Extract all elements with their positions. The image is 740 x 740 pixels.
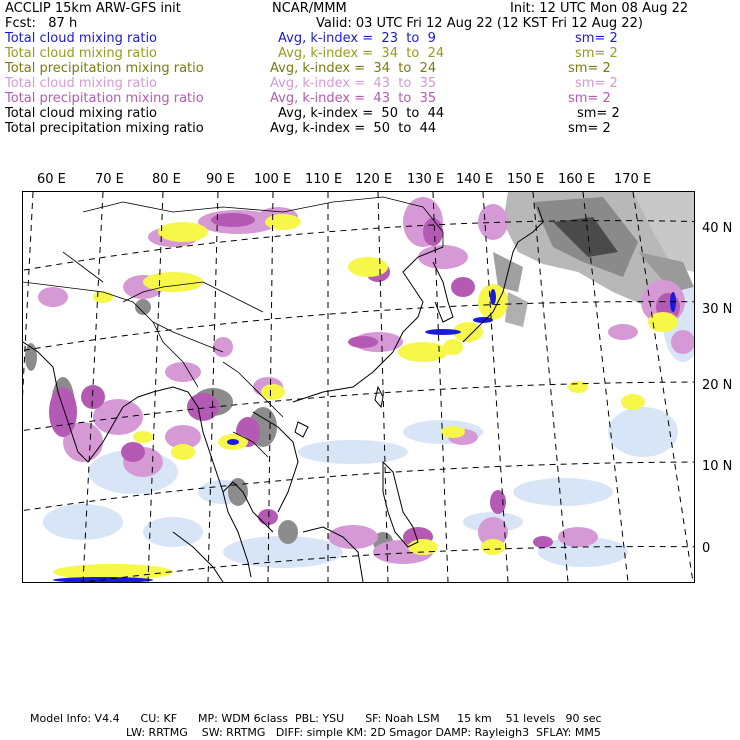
legend-to-word: to	[406, 106, 420, 121]
legend-k-from: 34	[373, 61, 390, 76]
legend-k-to: 44	[419, 121, 437, 136]
forecast-value: 87 h	[48, 16, 78, 31]
longitude-label: 100 E	[254, 172, 292, 187]
legend-k-from: 43	[373, 91, 390, 106]
country-borders	[23, 197, 443, 457]
latitude-label: 30 N	[702, 302, 733, 317]
legend-avg-range	[278, 106, 444, 121]
longitude-label: 140 E	[456, 172, 494, 187]
latitude-label: 10 N	[702, 459, 733, 474]
legend-to-word: to	[398, 76, 412, 91]
map-svg	[23, 192, 694, 582]
legend-k-from: 34	[381, 46, 398, 61]
legend-to-word: to	[398, 121, 412, 136]
longitude-label: 120 E	[355, 172, 393, 187]
legend-to-word: to	[398, 91, 412, 106]
legend-k-from: 50	[373, 121, 390, 136]
legend-avg-label: Avg, k-index =	[278, 46, 374, 61]
legend-field-name: Total cloud mixing ratio	[5, 31, 158, 46]
legend-avg-range	[270, 121, 436, 136]
latitude-label: 20 N	[702, 378, 733, 393]
legend-smoothing: sm= 2	[568, 91, 611, 106]
forecast-hours	[5, 16, 77, 31]
longitude-label: 80 E	[152, 172, 181, 187]
forecast-label: Fcst:	[5, 16, 36, 31]
legend-avg-range	[278, 31, 436, 46]
map-panel	[22, 191, 695, 583]
legend-avg-label: Avg, k-index =	[278, 31, 374, 46]
legend-field-name: Total cloud mixing ratio	[5, 76, 158, 91]
legend-k-from: 23	[381, 31, 398, 46]
legend-k-to: 35	[419, 91, 437, 106]
legend-smoothing: sm= 2	[575, 46, 618, 61]
longitude-label: 170 E	[614, 172, 652, 187]
legend-k-from: 50	[381, 106, 398, 121]
light-blue-cloud-shading	[43, 282, 694, 568]
legend-avg-range	[270, 76, 436, 91]
legend-field-name: Total precipitation mixing ratio	[5, 121, 204, 136]
legend-field-name: Total cloud mixing ratio	[5, 106, 158, 121]
legend-k-to: 24	[427, 46, 445, 61]
legend-to-word: to	[406, 46, 420, 61]
legend-k-to: 35	[419, 76, 437, 91]
valid-time: Valid: 03 UTC Fri 12 Aug 22 (12 KST Fri 12 Aug 22)	[316, 16, 643, 31]
organization-label: NCAR/MMM	[272, 1, 347, 16]
model-title: ACCLIP 15km ARW-GFS init	[5, 1, 181, 16]
legend-avg-label: Avg, k-index =	[270, 61, 366, 76]
legend-smoothing: sm= 2	[577, 106, 620, 121]
longitude-label: 160 E	[558, 172, 596, 187]
legend-avg-range	[270, 91, 436, 106]
longitude-label: 60 E	[37, 172, 66, 187]
legend-field-name: Total cloud mixing ratio	[5, 46, 158, 61]
longitude-label: 90 E	[206, 172, 235, 187]
longitude-label: 110 E	[305, 172, 343, 187]
init-time: Init: 12 UTC Mon 08 Aug 22	[510, 1, 689, 16]
legend-avg-range	[270, 61, 436, 76]
legend-field-name: Total precipitation mixing ratio	[5, 61, 204, 76]
longitude-label: 70 E	[95, 172, 124, 187]
latitude-label: 0	[702, 541, 711, 556]
legend-k-to: 9	[427, 31, 436, 46]
legend-avg-range	[278, 46, 444, 61]
legend-smoothing: sm= 2	[575, 76, 618, 91]
legend-to-word: to	[406, 31, 420, 46]
legend-avg-label: Avg, k-index =	[278, 106, 374, 121]
longitude-label: 130 E	[407, 172, 445, 187]
longitude-label: 150 E	[507, 172, 545, 187]
latitude-label: 40 N	[702, 221, 733, 236]
legend-avg-label: Avg, k-index =	[270, 91, 366, 106]
legend-smoothing: sm= 2	[568, 61, 611, 76]
footer-physics-info: LW: RRTMG SW: RRTMG DIFF: simple KM: 2D Smagor DAMP: Rayleigh3 SFLAY: MM5	[126, 726, 601, 739]
footer-model-info: Model Info: V4.4 CU: KF MP: WDM 6class PBL: YSU SF: Noah LSM 15 km 51 levels 90 sec	[30, 712, 602, 725]
legend-k-to: 24	[419, 61, 437, 76]
legend-avg-label: Avg, k-index =	[270, 76, 366, 91]
legend-field-name: Total precipitation mixing ratio	[5, 91, 204, 106]
legend-smoothing: sm= 2	[575, 31, 618, 46]
legend-k-from: 43	[373, 76, 390, 91]
legend-avg-label: Avg, k-index =	[270, 121, 366, 136]
legend-k-to: 44	[427, 106, 445, 121]
legend-to-word: to	[398, 61, 412, 76]
legend-smoothing: sm= 2	[568, 121, 611, 136]
